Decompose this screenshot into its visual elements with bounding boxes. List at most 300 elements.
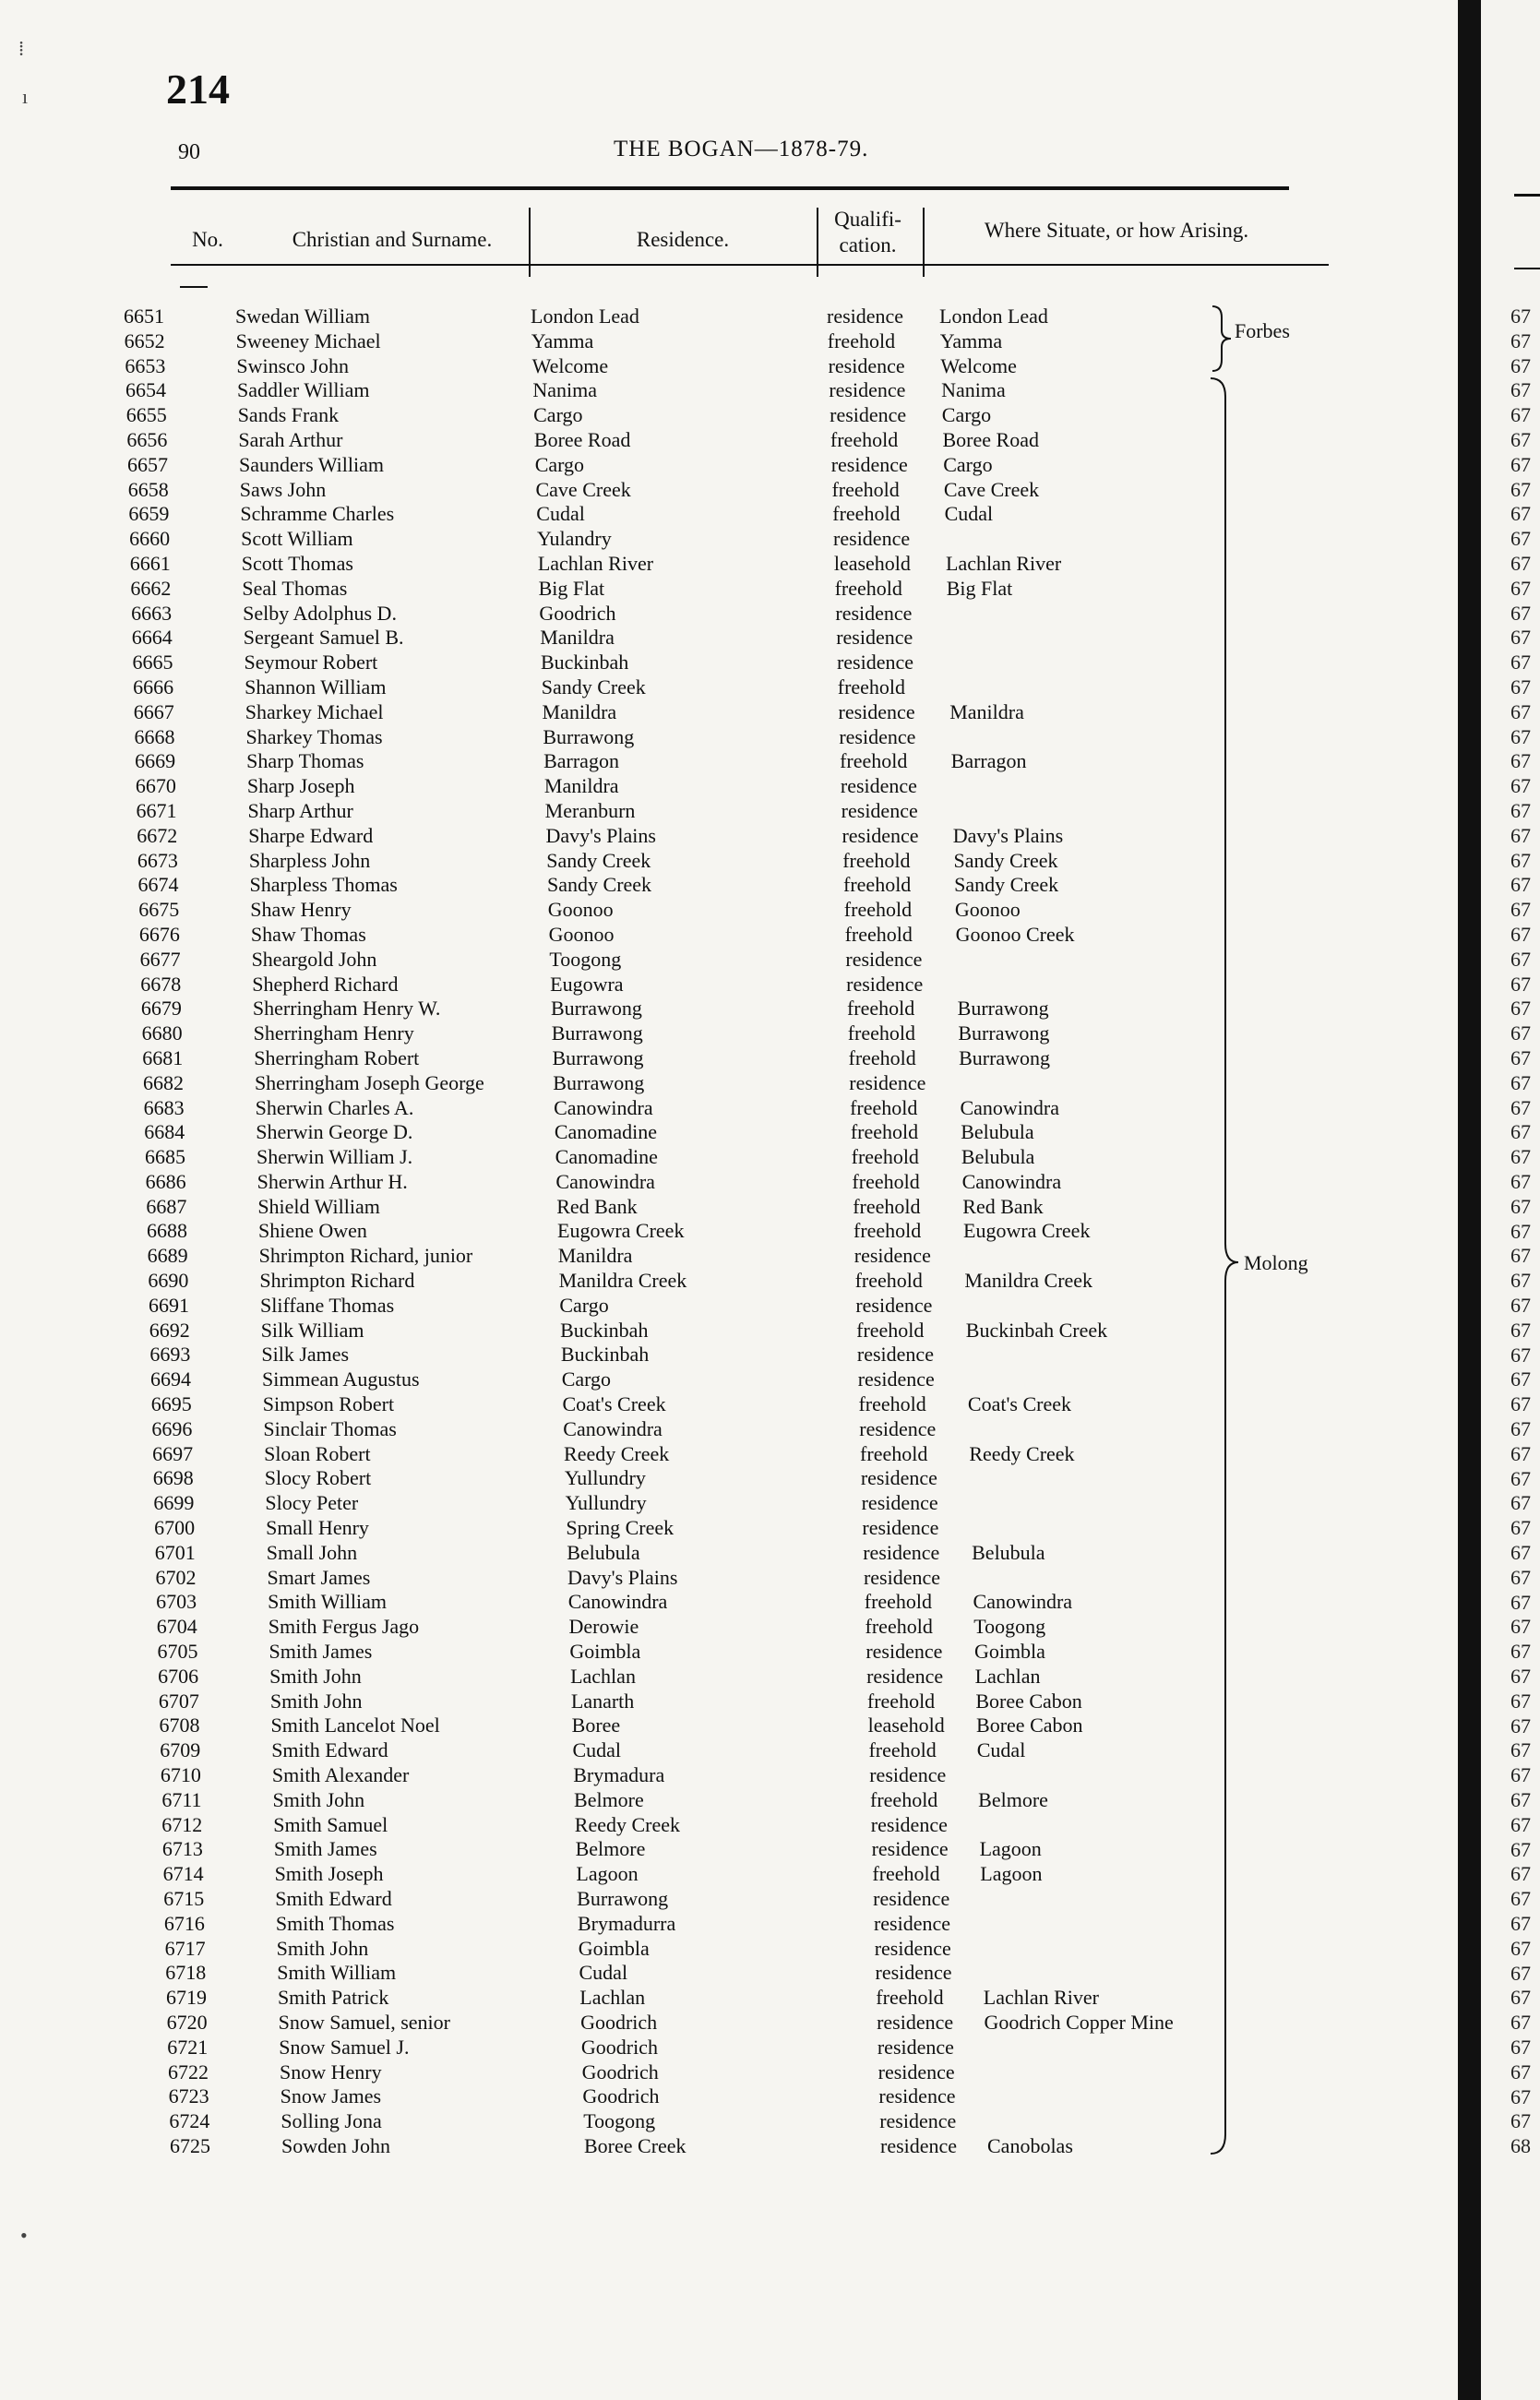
entry-name: Sands Frank bbox=[237, 403, 340, 427]
entry-name: Sergeant Samuel B. bbox=[243, 626, 404, 650]
entry-where: Eugowra Creek bbox=[963, 1219, 1091, 1243]
entry-qualification: freehold bbox=[858, 1392, 926, 1416]
entry-qualification: residence bbox=[835, 601, 913, 625]
adjacent-page-number: 67 bbox=[1510, 749, 1531, 773]
entry-number: 6721 bbox=[167, 2035, 209, 2059]
entry-number: 6660 bbox=[129, 527, 171, 551]
entry-qualification: residence bbox=[863, 1565, 941, 1589]
entry-name: Slocy Robert bbox=[264, 1466, 372, 1490]
entry-number: 6695 bbox=[150, 1392, 192, 1416]
adjacent-page-number: 67 bbox=[1510, 2036, 1531, 2059]
entry-residence: Canowindra bbox=[554, 1095, 653, 1119]
entry-number: 6665 bbox=[132, 651, 173, 675]
entry-qualification: residence bbox=[873, 1887, 950, 1910]
entry-residence: Canowindra bbox=[567, 1590, 668, 1614]
entry-residence: Coat's Creek bbox=[562, 1392, 666, 1416]
adjacent-page-number: 67 bbox=[1510, 1763, 1531, 1787]
entry-residence: Eugowra Creek bbox=[557, 1219, 685, 1243]
adjacent-page-number: 67 bbox=[1510, 724, 1531, 748]
entry-residence: Burrawong bbox=[553, 1070, 645, 1094]
entry-residence: Canowindra bbox=[555, 1169, 655, 1193]
entry-residence: Yulandry bbox=[537, 527, 612, 551]
entry-where: Boree Road bbox=[942, 427, 1039, 451]
entry-name: Slocy Peter bbox=[265, 1491, 359, 1515]
entry-where: Canobolas bbox=[987, 2133, 1073, 2157]
entry-qualification: residence bbox=[875, 1961, 952, 1985]
adjacent-page-number: 67 bbox=[1510, 1516, 1531, 1540]
entry-where: Davy's Plains bbox=[952, 823, 1064, 847]
entry-number: 6666 bbox=[133, 675, 174, 699]
entry-qualification: residence bbox=[861, 1491, 938, 1515]
adjacent-page-number: 67 bbox=[1510, 601, 1531, 625]
adjacent-page-number: 67 bbox=[1510, 1986, 1531, 2010]
entry-number: 6655 bbox=[125, 403, 167, 427]
entry-qualification: freehold bbox=[865, 1615, 933, 1639]
entry-number: 6725 bbox=[170, 2133, 210, 2157]
adjacent-page-number: 67 bbox=[1510, 2011, 1531, 2035]
adjacent-page-number: 67 bbox=[1510, 651, 1531, 675]
adjacent-page-number: 67 bbox=[1510, 328, 1531, 352]
entry-number: 6693 bbox=[149, 1343, 191, 1367]
entry-residence: Boree Road bbox=[533, 427, 631, 451]
entry-residence: Canomadine bbox=[554, 1120, 658, 1144]
entry-qualification: residence bbox=[846, 972, 924, 996]
entry-residence: Canowindra bbox=[563, 1416, 663, 1440]
entry-residence: Cudal bbox=[572, 1738, 622, 1762]
adjacent-page-number: 67 bbox=[1510, 1615, 1531, 1639]
adjacent-page-number: 67 bbox=[1510, 1936, 1531, 1960]
entry-name: Simmean Augustus bbox=[262, 1367, 420, 1391]
entry-number: 6718 bbox=[165, 1961, 207, 1985]
entry-number: 6723 bbox=[168, 2084, 209, 2108]
entry-qualification: freehold bbox=[837, 675, 906, 699]
entry-name: Silk James bbox=[261, 1343, 350, 1367]
entry-name: Sinclair Thomas bbox=[263, 1416, 397, 1440]
entry-where: Burrawong bbox=[957, 997, 1049, 1021]
entry-number: 6717 bbox=[164, 1936, 206, 1960]
entry-name: Sherringham Robert bbox=[254, 1045, 420, 1069]
entry-number: 6703 bbox=[156, 1590, 197, 1614]
entry-residence: Boree Creek bbox=[584, 2133, 686, 2157]
table-row bbox=[0, 354, 1458, 379]
entry-residence: Barragon bbox=[543, 749, 619, 773]
entry-name: Smith James bbox=[269, 1640, 373, 1664]
entry-number: 6691 bbox=[149, 1293, 190, 1317]
entry-number: 6654 bbox=[125, 378, 167, 402]
entry-residence: Lachlan River bbox=[537, 551, 654, 575]
entry-residence: Lagoon bbox=[576, 1862, 639, 1886]
header-top-rule bbox=[171, 186, 1289, 190]
entry-number: 6675 bbox=[138, 898, 180, 922]
entry-residence: Lanarth bbox=[570, 1689, 635, 1713]
entry-number: 6715 bbox=[163, 1887, 205, 1910]
adjacent-page-number: 67 bbox=[1510, 699, 1531, 723]
column-header-residence: Residence. bbox=[636, 228, 730, 251]
adjacent-page-number: 67 bbox=[1510, 304, 1531, 328]
entry-number: 6669 bbox=[135, 749, 176, 773]
entry-where: Manildra bbox=[949, 699, 1024, 723]
adjacent-page-number: 67 bbox=[1510, 1961, 1531, 1985]
entry-residence: Goimbla bbox=[578, 1936, 650, 1960]
entry-name: Shrimpton Richard, junior bbox=[258, 1244, 473, 1268]
adjacent-page-number: 67 bbox=[1510, 1837, 1531, 1861]
entry-number: 6674 bbox=[137, 873, 179, 897]
entry-number: 6690 bbox=[148, 1269, 189, 1293]
entry-qualification: residence bbox=[873, 1911, 950, 1935]
adjacent-page-number: 67 bbox=[1510, 923, 1531, 946]
entry-name: Smith Samuel bbox=[273, 1812, 388, 1836]
entry-qualification: freehold bbox=[831, 477, 900, 501]
adjacent-page-number: 67 bbox=[1510, 1120, 1531, 1144]
entry-residence: Cudal bbox=[536, 502, 585, 526]
entry-qualification: residence bbox=[880, 2133, 958, 2157]
column-header-name: Christian and Surname. bbox=[292, 228, 493, 251]
entry-qualification: freehold bbox=[840, 749, 908, 773]
entry-residence: Manildra bbox=[557, 1244, 633, 1268]
entry-name: Smith Edward bbox=[275, 1887, 392, 1910]
entry-number: 6696 bbox=[151, 1416, 193, 1440]
entry-residence: Manildra bbox=[542, 699, 617, 723]
adjacent-page-number: 67 bbox=[1510, 1738, 1531, 1762]
entry-residence: Burrawong bbox=[543, 724, 635, 748]
adjacent-page-number: 67 bbox=[1510, 1541, 1531, 1564]
entry-name: Sharp Thomas bbox=[246, 749, 364, 773]
entry-number: 6668 bbox=[134, 724, 175, 748]
entry-where: Burrawong bbox=[958, 1021, 1050, 1045]
entry-qualification: residence bbox=[842, 823, 919, 847]
entry-name: Sharpe Edward bbox=[248, 823, 374, 847]
entry-name: Sharp Arthur bbox=[247, 798, 353, 822]
entry-number: 6710 bbox=[160, 1763, 201, 1787]
entry-qualification: freehold bbox=[870, 1787, 938, 1811]
header-bottom-rule bbox=[171, 264, 1329, 266]
entry-where: Canowindra bbox=[973, 1590, 1073, 1614]
entry-where: Reedy Creek bbox=[969, 1441, 1075, 1465]
entry-where: Toogong bbox=[973, 1615, 1046, 1639]
entry-qualification: freehold bbox=[853, 1194, 921, 1218]
entry-qualification: freehold bbox=[864, 1590, 933, 1614]
entry-qualification: freehold bbox=[860, 1441, 928, 1465]
entry-qualification: freehold bbox=[852, 1169, 920, 1193]
entry-qualification: residence bbox=[841, 798, 918, 822]
entry-name: Small Henry bbox=[266, 1516, 369, 1540]
entry-number: 6709 bbox=[160, 1738, 201, 1762]
adjacent-page-number: 67 bbox=[1510, 2060, 1531, 2084]
entry-residence: Cargo bbox=[561, 1367, 612, 1391]
entry-residence: Brymadura bbox=[573, 1763, 665, 1787]
adjacent-page-number: 67 bbox=[1510, 1565, 1531, 1589]
entry-where: Nanima bbox=[941, 378, 1006, 402]
adjacent-page-number: 68 bbox=[1510, 2134, 1531, 2158]
entry-name: Smith William bbox=[277, 1961, 397, 1985]
entry-name: Shannon William bbox=[245, 675, 387, 699]
entry-residence: Goodrich bbox=[580, 2035, 658, 2059]
entry-residence: Sandy Creek bbox=[546, 848, 651, 872]
entry-residence: Belmore bbox=[575, 1837, 646, 1861]
column-divider bbox=[923, 208, 925, 277]
adjacent-page-number: 67 bbox=[1510, 1466, 1531, 1490]
entry-name: Schramme Charles bbox=[240, 502, 395, 526]
entry-residence: Brymadurra bbox=[577, 1911, 676, 1935]
entry-qualification: freehold bbox=[850, 1120, 919, 1144]
entry-where: Red Bank bbox=[962, 1194, 1044, 1218]
entry-where: Belubula bbox=[961, 1120, 1034, 1144]
entry-number: 6687 bbox=[146, 1194, 187, 1218]
adjacent-page-number: 67 bbox=[1510, 1812, 1531, 1836]
adjacent-page-number: 67 bbox=[1510, 502, 1531, 526]
entry-name: Smith John bbox=[272, 1787, 365, 1811]
entry-number: 6682 bbox=[142, 1070, 184, 1094]
entry-residence: Davy's Plains bbox=[567, 1565, 678, 1589]
entry-number: 6697 bbox=[152, 1441, 194, 1465]
adjacent-page-number: 67 bbox=[1510, 1343, 1531, 1367]
entry-residence: Goonoo bbox=[548, 922, 615, 946]
entry-number: 6713 bbox=[161, 1837, 203, 1861]
adjacent-page-number: 67 bbox=[1510, 947, 1531, 971]
entry-where: Boree Cabon bbox=[976, 1713, 1083, 1737]
entry-qualification: residence bbox=[870, 1812, 948, 1836]
adjacent-page-number: 67 bbox=[1510, 2109, 1531, 2133]
entry-number: 6684 bbox=[144, 1120, 185, 1144]
adjacent-page-number: 67 bbox=[1510, 997, 1531, 1021]
entry-name: Sherwin George D. bbox=[256, 1120, 413, 1144]
entry-qualification: residence bbox=[855, 1293, 933, 1317]
entry-residence: Yullundry bbox=[565, 1491, 647, 1515]
entry-name: Smith Patrick bbox=[277, 1986, 389, 2010]
entry-name: Shield William bbox=[257, 1194, 380, 1218]
entry-residence: Cave Creek bbox=[535, 477, 631, 501]
entry-name: Swinsco John bbox=[236, 353, 349, 377]
entry-where: Boree Cabon bbox=[975, 1689, 1082, 1713]
entry-where: Lagoon bbox=[979, 1837, 1042, 1861]
entry-number: 6677 bbox=[139, 947, 181, 971]
adjacent-page-number: 67 bbox=[1510, 552, 1531, 575]
entry-number: 6658 bbox=[127, 477, 169, 501]
entry-number: 6699 bbox=[153, 1491, 195, 1515]
entry-name: Sherringham Henry bbox=[253, 1021, 414, 1045]
entry-number: 6698 bbox=[152, 1466, 194, 1490]
column-header-where: Where Situate, or how Arising. bbox=[984, 219, 1249, 242]
adjacent-page-number: 67 bbox=[1510, 378, 1531, 402]
entry-number: 6673 bbox=[137, 848, 178, 872]
entry-qualification: residence bbox=[869, 1763, 947, 1787]
adjacent-page-number: 67 bbox=[1510, 1640, 1531, 1664]
entry-qualification: residence bbox=[854, 1244, 931, 1268]
entry-qualification: residence bbox=[860, 1466, 937, 1490]
entry-where: Barragon bbox=[950, 749, 1027, 773]
district-label-forbes: Forbes bbox=[1235, 319, 1290, 342]
entry-number: 6704 bbox=[156, 1615, 197, 1639]
entry-number: 6667 bbox=[133, 699, 174, 723]
entry-name: Smart James bbox=[267, 1565, 371, 1589]
entry-where: Canowindra bbox=[960, 1095, 1060, 1119]
entry-name: Shaw Henry bbox=[250, 898, 352, 922]
entry-qualification: residence bbox=[877, 2035, 954, 2059]
entry-name: Sherwin Charles A. bbox=[255, 1095, 414, 1119]
adjacent-page-number: 67 bbox=[1510, 774, 1531, 798]
entry-number: 6720 bbox=[166, 2010, 208, 2034]
entry-number: 6705 bbox=[157, 1640, 198, 1664]
entry-number: 6711 bbox=[161, 1787, 202, 1811]
entry-number: 6671 bbox=[136, 798, 177, 822]
entry-name: Seymour Robert bbox=[244, 651, 378, 675]
adjacent-page-number: 67 bbox=[1510, 898, 1531, 922]
entry-qualification: residence bbox=[862, 1516, 939, 1540]
entry-name: Silk William bbox=[260, 1318, 364, 1342]
entry-name: Small John bbox=[266, 1540, 358, 1564]
entry-qualification: residence bbox=[877, 2010, 954, 2034]
entry-number: 6678 bbox=[140, 972, 182, 996]
entry-name: Sherringham Henry W. bbox=[252, 997, 441, 1021]
page-number: 214 bbox=[166, 66, 230, 113]
entry-residence: Yullundry bbox=[564, 1466, 646, 1490]
entry-residence: Derowie bbox=[568, 1615, 639, 1639]
entry-number: 6694 bbox=[150, 1367, 192, 1391]
entry-qualification: residence bbox=[877, 2060, 955, 2084]
forbes-brace bbox=[1209, 304, 1236, 374]
entry-name: Smith Lancelot Noel bbox=[270, 1713, 440, 1737]
entry-qualification: residence bbox=[828, 353, 905, 377]
entry-residence: Burrawong bbox=[551, 1021, 643, 1045]
adjacent-page-number: 67 bbox=[1510, 1665, 1531, 1688]
entry-residence: Lachlan bbox=[570, 1664, 636, 1688]
margin-mark: • bbox=[20, 2224, 28, 2247]
entry-number: 6685 bbox=[144, 1145, 185, 1169]
adjacent-page-number: 67 bbox=[1510, 1417, 1531, 1440]
adjacent-page-number: 67 bbox=[1510, 823, 1531, 847]
adjacent-page-number: 67 bbox=[1510, 428, 1531, 451]
entry-number: 6702 bbox=[155, 1565, 197, 1589]
entry-qualification: freehold bbox=[848, 1045, 916, 1069]
entry-residence: Meranburn bbox=[544, 798, 636, 822]
entry-number: 6661 bbox=[129, 551, 171, 575]
entry-residence: Buckinbah bbox=[540, 651, 629, 675]
entry-qualification: freehold bbox=[827, 328, 896, 352]
entry-where: Belubula bbox=[972, 1540, 1045, 1564]
entry-name: Snow James bbox=[280, 2084, 382, 2108]
entry-residence: Nanima bbox=[532, 378, 597, 402]
entry-qualification: residence bbox=[836, 626, 913, 650]
entry-qualification: residence bbox=[836, 651, 914, 675]
entry-residence: Manildra Creek bbox=[558, 1269, 687, 1293]
entry-name: Simpson Robert bbox=[262, 1392, 395, 1416]
entry-number: 6680 bbox=[141, 1021, 183, 1045]
entry-qualification: residence bbox=[845, 947, 923, 971]
adjacent-page-number: 67 bbox=[1510, 848, 1531, 872]
adjacent-page-number: 67 bbox=[1510, 1219, 1531, 1243]
entry-number: 6706 bbox=[158, 1664, 199, 1688]
entry-name: Sherwin William J. bbox=[256, 1145, 413, 1169]
page-binding-edge bbox=[1458, 0, 1481, 2400]
entry-qualification: freehold bbox=[854, 1269, 923, 1293]
adjacent-page-number: 67 bbox=[1510, 477, 1531, 501]
entry-residence: Goodrich bbox=[539, 601, 616, 625]
entry-residence: Spring Creek bbox=[566, 1516, 674, 1540]
entry-qualification: freehold bbox=[847, 1021, 916, 1045]
entry-qualification: leasehold bbox=[833, 551, 911, 575]
entry-number: 6656 bbox=[126, 427, 168, 451]
entry-name: Smith John bbox=[269, 1689, 363, 1713]
entry-qualification: residence bbox=[857, 1367, 935, 1391]
entry-name: Sharp Joseph bbox=[246, 774, 355, 798]
entry-name: Sharpless Thomas bbox=[249, 873, 398, 897]
entry-residence: Sandy Creek bbox=[541, 675, 646, 699]
entry-residence: Reedy Creek bbox=[574, 1812, 681, 1836]
entry-name: Snow Henry bbox=[279, 2060, 382, 2084]
entry-qualification: residence bbox=[866, 1640, 943, 1664]
adjacent-page-number: 67 bbox=[1510, 1046, 1531, 1069]
entry-where: Yamma bbox=[939, 328, 1003, 352]
entry-number: 6651 bbox=[124, 304, 164, 328]
entry-number: 6662 bbox=[130, 576, 172, 600]
entry-name: Shaw Thomas bbox=[250, 922, 366, 946]
entry-where: Lachlan River bbox=[983, 1986, 1100, 2010]
entry-where: London Lead bbox=[939, 304, 1048, 328]
entry-residence: Toogong bbox=[549, 947, 622, 971]
entry-number: 6707 bbox=[158, 1689, 199, 1713]
entry-name: Saws John bbox=[239, 477, 327, 501]
entry-qualification: residence bbox=[856, 1343, 934, 1367]
entry-where: Welcome bbox=[940, 353, 1017, 377]
adjacent-page-number: 67 bbox=[1510, 1713, 1531, 1737]
entry-where: Canowindra bbox=[961, 1169, 1062, 1193]
entry-residence: Big Flat bbox=[538, 576, 605, 600]
entry-where: Sandy Creek bbox=[954, 873, 1059, 897]
entry-where: Lachlan River bbox=[946, 551, 1062, 575]
entry-where: Cudal bbox=[944, 502, 994, 526]
column-header-qualification: Qualifi- cation. bbox=[834, 208, 901, 257]
entry-name: Sheargold John bbox=[251, 947, 377, 971]
adjacent-page-number: 67 bbox=[1510, 1021, 1531, 1045]
entry-residence: Manildra bbox=[543, 774, 619, 798]
entry-number: 6686 bbox=[145, 1169, 186, 1193]
entry-where: Cargo bbox=[941, 403, 992, 427]
entry-number: 6657 bbox=[127, 452, 169, 476]
adjacent-page-rule bbox=[1514, 268, 1540, 269]
entry-qualification: residence bbox=[849, 1070, 926, 1094]
adjacent-page-number: 67 bbox=[1510, 1887, 1531, 1911]
entry-number: 6679 bbox=[140, 997, 182, 1021]
entry-qualification: residence bbox=[829, 378, 906, 402]
entry-qualification: residence bbox=[874, 1936, 951, 1960]
column-divider bbox=[529, 208, 531, 277]
entry-number: 6652 bbox=[124, 328, 165, 352]
entry-residence: Yamma bbox=[531, 328, 594, 352]
adjacent-page-number: 67 bbox=[1510, 1689, 1531, 1713]
entry-qualification: freehold bbox=[842, 848, 911, 872]
entry-qualification: residence bbox=[879, 2109, 957, 2133]
entry-name: Shrimpton Richard bbox=[259, 1269, 415, 1293]
entry-name: Smith Fergus Jago bbox=[268, 1615, 420, 1639]
entry-name: Swedan William bbox=[235, 304, 370, 328]
entry-number: 6708 bbox=[159, 1713, 200, 1737]
entry-where: Goonoo Creek bbox=[955, 922, 1075, 946]
adjacent-page-number: 67 bbox=[1510, 1269, 1531, 1293]
entry-qualification: freehold bbox=[832, 502, 901, 526]
entry-residence: London Lead bbox=[531, 304, 639, 328]
entry-name: Sweeney Michael bbox=[235, 328, 381, 352]
entry-where: Buckinbah Creek bbox=[965, 1318, 1108, 1342]
column-header-no: No. bbox=[192, 228, 223, 251]
column-divider bbox=[817, 208, 818, 277]
adjacent-page-number: 67 bbox=[1510, 972, 1531, 996]
entry-qualification: freehold bbox=[866, 1689, 936, 1713]
adjacent-page-number: 67 bbox=[1510, 353, 1531, 377]
adjacent-page-number: 67 bbox=[1510, 1912, 1531, 1935]
entry-where: Belmore bbox=[978, 1787, 1048, 1811]
entry-residence: Manildra bbox=[540, 626, 615, 650]
entry-name: Smith William bbox=[268, 1590, 388, 1614]
